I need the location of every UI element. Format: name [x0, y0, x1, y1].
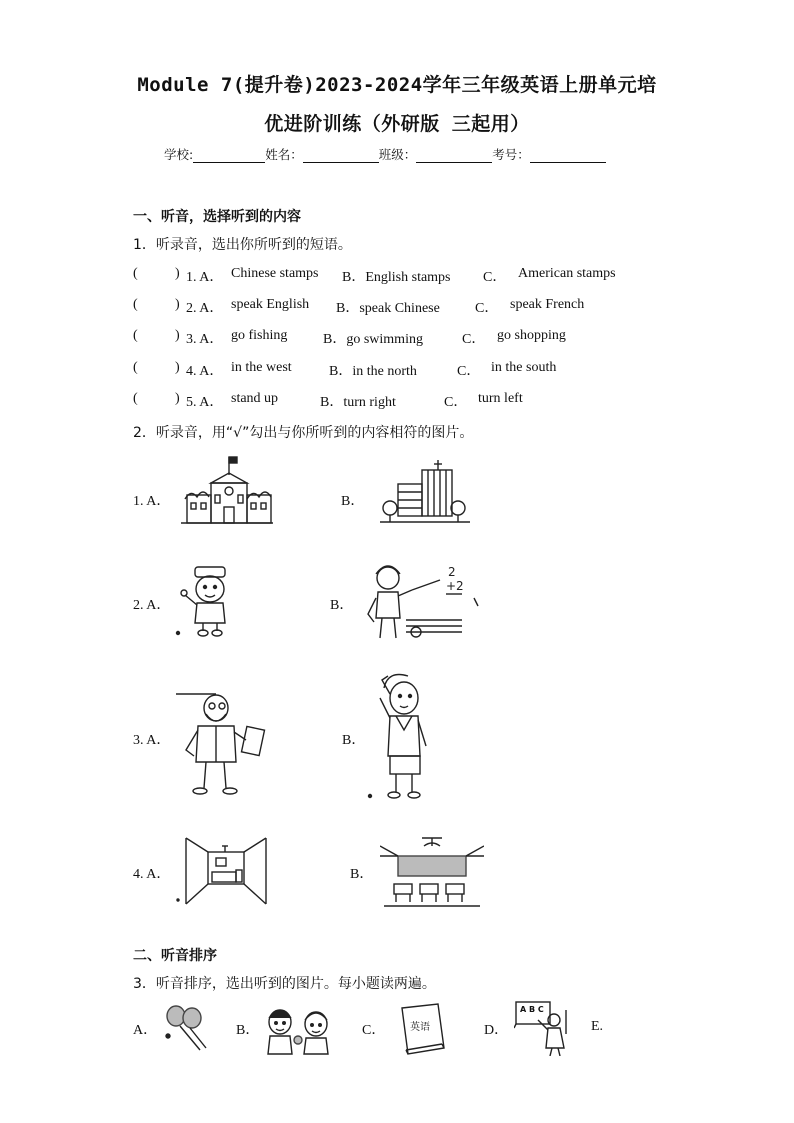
item-number: 4. A． — [186, 364, 224, 379]
option-c-label: C． — [483, 270, 507, 285]
option-a: stand up — [231, 391, 279, 406]
name-label: 姓名： — [265, 147, 303, 162]
answer-paren-open[interactable]: ( — [133, 328, 138, 343]
q3-option-e-label: E. — [591, 1019, 604, 1034]
pic-row-4-label-b: B． — [350, 867, 374, 882]
question-1-prompt: 1．听录音，选出你所听到的短语。 — [133, 237, 352, 253]
option-c-label: C． — [444, 395, 468, 410]
school-building-icon[interactable] — [181, 455, 273, 527]
svg-text:+2: +2 — [446, 579, 464, 593]
q3-option-c-label: C． — [362, 1023, 386, 1038]
bedroom-icon[interactable] — [176, 836, 270, 906]
item-number: 2. A． — [186, 301, 224, 316]
option-c: turn left — [478, 391, 523, 406]
option-c: in the south — [491, 360, 557, 375]
answer-paren-open[interactable]: ( — [133, 266, 138, 281]
section-1-heading: 一、听音，选择听到的内容 — [133, 209, 301, 225]
item-number: 1. A． — [186, 270, 224, 285]
answer-paren-open[interactable]: ( — [133, 297, 138, 312]
option-a: in the west — [231, 360, 292, 375]
book-title-text: 英语 — [410, 1022, 430, 1033]
option-a: go fishing — [231, 328, 288, 343]
q3-option-b-label: B． — [236, 1023, 260, 1038]
student-info-line — [164, 145, 606, 163]
page-title-line-1: Module 7(提升卷)2023-2024学年三年级英语上册单元培 — [137, 74, 657, 96]
option-b: B．speak Chinese — [336, 301, 440, 316]
option-b: B．go swimming — [323, 332, 423, 347]
pic-row-2-label-a: 2. A． — [133, 598, 171, 613]
answer-paren-close: ) — [175, 391, 180, 406]
option-a: Chinese stamps — [231, 266, 319, 281]
two-children-icon[interactable] — [262, 1006, 334, 1056]
option-c-label: C． — [475, 301, 499, 316]
exam-no-label: 考号： — [492, 147, 530, 162]
answer-paren-close: ) — [175, 328, 180, 343]
item-number: 3. A． — [186, 332, 224, 347]
school-blank[interactable] — [193, 148, 265, 163]
q3-option-d-label: D． — [484, 1023, 509, 1038]
pic-row-1-label-a: 1. A． — [133, 494, 171, 509]
question-3-prompt: 3．听音排序，选出听到的图片。每小题读两遍。 — [133, 976, 436, 992]
page-title-line-2: 优进阶训练（外研版 三起用） — [264, 113, 530, 135]
hospital-building-icon[interactable] — [380, 458, 470, 526]
pic-row-2-label-b: B． — [330, 598, 354, 613]
option-c-label: C． — [462, 332, 486, 347]
option-c: American stamps — [518, 266, 616, 281]
boy-with-cap-icon[interactable] — [175, 565, 245, 637]
answer-paren-close: ) — [175, 360, 180, 375]
class-blank[interactable] — [416, 148, 492, 163]
answer-paren-open[interactable]: ( — [133, 360, 138, 375]
pic-row-3-label-b: B． — [342, 733, 366, 748]
svg-text:2: 2 — [448, 565, 456, 579]
question-2-prompt: 2．听录音，用“√”勾出与你所听到的内容相符的图片。 — [133, 425, 474, 441]
pingpong-paddles-icon[interactable] — [160, 1002, 210, 1054]
name-blank[interactable] — [303, 148, 379, 163]
option-c: speak French — [510, 297, 585, 312]
board-text: A B C — [520, 1005, 544, 1014]
exam-no-blank[interactable] — [530, 148, 606, 163]
answer-paren-close: ) — [175, 297, 180, 312]
pic-row-1-label-b: B． — [341, 494, 365, 509]
section-2-heading: 二、听音排序 — [133, 948, 217, 964]
pic-row-3-label-a: 3. A． — [133, 733, 171, 748]
option-b: B．English stamps — [342, 270, 451, 285]
pic-row-4-label-a: 4. A． — [133, 867, 171, 882]
option-b: B．turn right — [320, 395, 396, 410]
option-b: B．in the north — [329, 364, 417, 379]
option-c-label: C． — [457, 364, 481, 379]
answer-paren-close: ) — [175, 266, 180, 281]
item-number: 5. A． — [186, 395, 224, 410]
option-a: speak English — [231, 297, 310, 312]
teacher-pointing-board-icon[interactable] — [362, 562, 480, 642]
old-man-with-book-icon[interactable] — [176, 684, 268, 798]
boy-scratching-head-icon[interactable] — [366, 668, 436, 804]
option-c: go shopping — [497, 328, 566, 343]
class-label: 班级： — [378, 147, 417, 162]
answer-paren-open[interactable]: ( — [133, 391, 138, 406]
q3-option-a-label: A． — [133, 1023, 158, 1038]
school-label: 学校: — [164, 147, 194, 162]
classroom-icon[interactable] — [380, 832, 484, 910]
